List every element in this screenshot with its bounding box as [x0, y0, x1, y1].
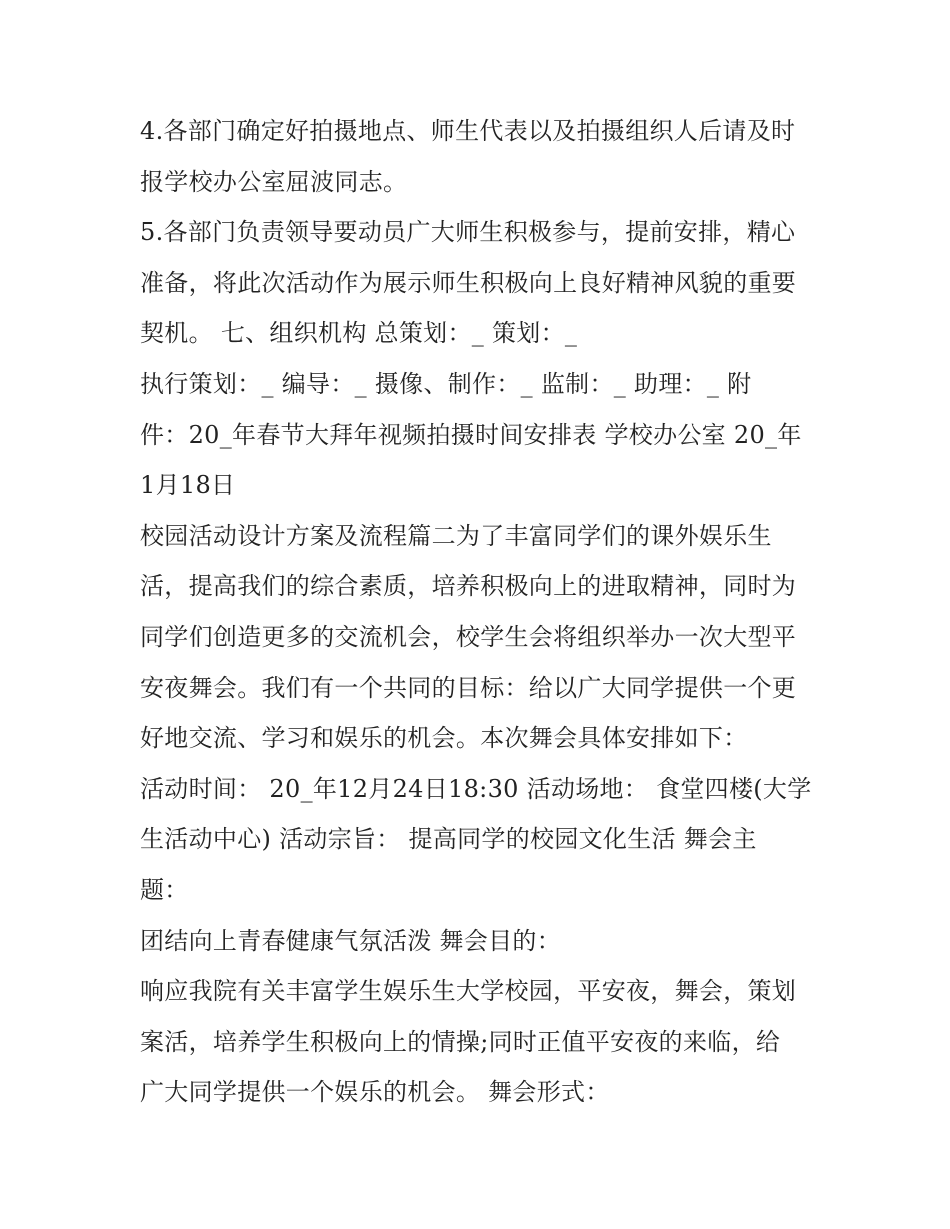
- text-line-9: 校园活动设计方案及流程篇二为了丰富同学们的课外娱乐生: [140, 521, 772, 550]
- text-line-8: 1月18日: [140, 471, 236, 500]
- text-line-14: 活动时间： 20_年12月24日18:30 活动场地： 食堂四楼(大学: [140, 774, 812, 803]
- text-line-1: 4.各部门确定好拍摄地点、师生代表以及拍摄组织人后请及时: [140, 117, 796, 145]
- text-line-15: 生活动中心) 活动宗旨： 提高同学的校园文化生活 舞会主: [140, 825, 757, 854]
- text-line-13: 好地交流、学习和娱乐的机会。本次舞会具体安排如下：: [140, 724, 748, 753]
- text-line-2: 报学校办公室屈波同志。: [140, 167, 408, 196]
- document-body: [140, 106, 830, 1118]
- text-line-17: 团结向上青春健康气氛活泼 舞会目的：: [140, 926, 562, 955]
- text-line-20: 广大同学提供一个娱乐的机会。 舞会形式：: [140, 1078, 610, 1107]
- text-line-11: 同学们创造更多的交流机会，校学生会将组织举办一次大型平: [140, 622, 797, 651]
- text-line-16: 题：: [140, 875, 189, 904]
- text-line-10: 活，提高我们的综合素质，培养积极向上的进取精神，同时为: [140, 572, 797, 601]
- text-line-6: 执行策划：_ 编导：_ 摄像、制作：_ 监制：_ 助理：_ 附: [140, 369, 752, 398]
- text-line-12: 安夜舞会。我们有一个共同的目标：给以广大同学提供一个更: [140, 673, 797, 702]
- text-line-3: 5.各部门负责领导要动员广大师生积极参与，提前安排，精心: [140, 218, 796, 247]
- text-line-19: 案活，培养学生积极向上的情操;同时正值平安夜的来临，给: [140, 1027, 781, 1056]
- text-line-5: 契机。 七、组织机构 总策划：_ 策划：_: [140, 319, 578, 348]
- text-line-7: 件：20_年春节大拜年视频拍摄时间安排表 学校办公室 20_年: [140, 420, 802, 449]
- text-line-18: 响应我院有关丰富学生娱乐生大学校园，平安夜，舞会，策划: [140, 977, 797, 1006]
- text-line-4: 准备，将此次活动作为展示师生积极向上良好精神风貌的重要: [140, 268, 797, 297]
